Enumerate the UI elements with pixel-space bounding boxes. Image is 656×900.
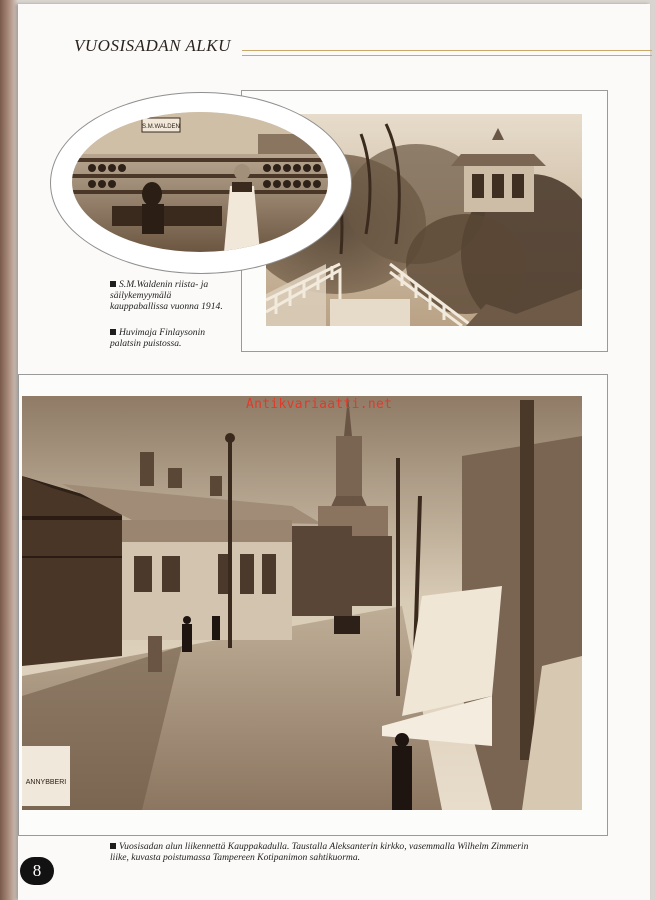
caption-bullet bbox=[110, 329, 116, 335]
cart-sign-text: ANNYBBERI bbox=[25, 779, 67, 786]
page-number: 8 bbox=[20, 857, 54, 885]
pavilion-photo-caption-text: Huvimaja Finlaysonin palatsin puistossa. bbox=[110, 327, 206, 349]
header-rule bbox=[242, 50, 652, 56]
shop-interior-photo bbox=[72, 112, 328, 252]
cart-sign bbox=[22, 746, 70, 806]
shop-photo-caption-text: S.M.Waldenin riista- ja säilykemyymälä kauppaballissa vuonna 1914. bbox=[110, 279, 223, 312]
shop-photo-caption bbox=[110, 279, 230, 312]
caption-bullet bbox=[110, 843, 116, 849]
street-photo-caption bbox=[110, 841, 540, 863]
caption-bullet bbox=[110, 281, 116, 287]
book-binding-edge bbox=[0, 0, 18, 900]
shop-interior-image bbox=[72, 112, 328, 252]
watermark: Antikvariaatti.net bbox=[246, 397, 393, 412]
page-section-title: VUOSISADAN ALKU bbox=[74, 36, 231, 55]
street-photo bbox=[22, 396, 582, 810]
street-photo-caption-text: Vuosisadan alun liikennettä Kauppakadulla. Taustalla Aleksanterin kirkko, vasemmalla Wilhelm Zimmerin liike, kuvasta poistumassa Tampereen Kotipanimon sahtikuorma. bbox=[110, 841, 529, 863]
shop-sign-text: S.M.WALDEN bbox=[142, 124, 180, 130]
street-photo-image bbox=[22, 396, 582, 810]
pavilion-photo-caption bbox=[110, 327, 230, 349]
